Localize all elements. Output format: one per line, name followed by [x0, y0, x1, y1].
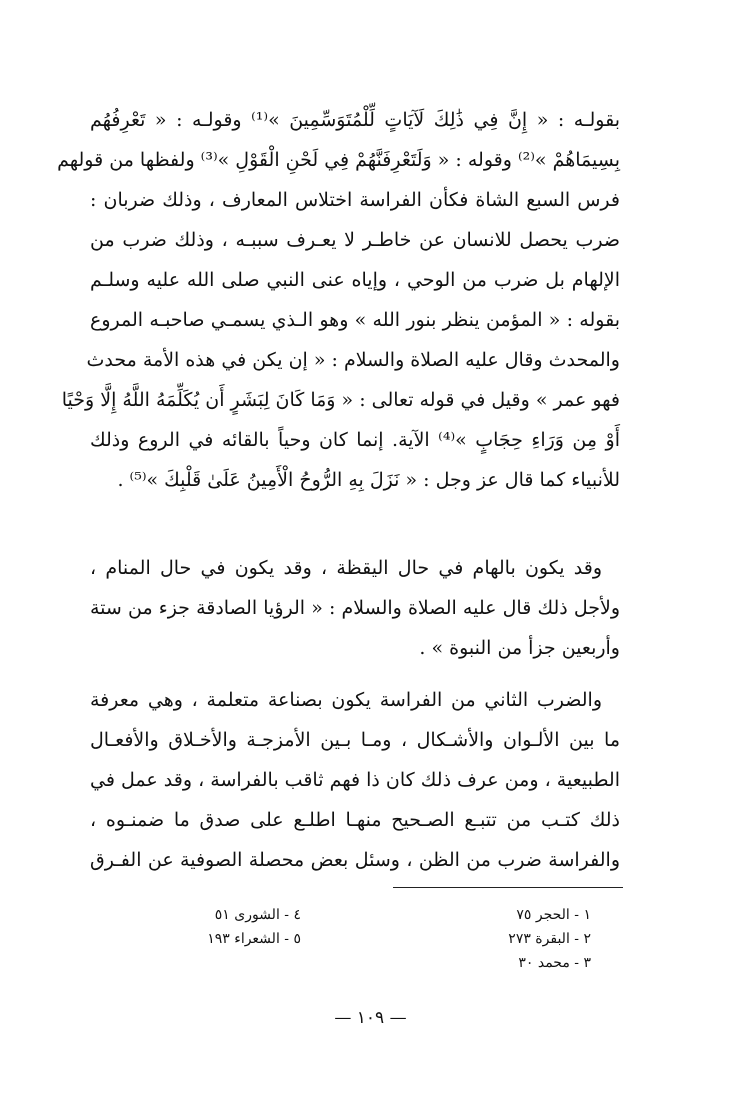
text-line: الإلهام بل ضرب من الوحي ، وإياه عنى النبي صلى الله عليه وسلـم — [90, 269, 620, 291]
text-line: والضرب الثاني من الفراسة يكون بصناعة متعلمة ، وهي معرفة — [90, 689, 602, 711]
text-line: أَوْ مِن وَرَاءِ حِجَابٍ »⁽⁴⁾ الآية. إنما كان وحياً بالقائه في الروع وذلك — [90, 429, 620, 451]
text-line: فهو عمر » وقيل في قوله تعالى : « وَمَا كَانَ لِبَشَرٍ أَن يُكَلِّمَهُ اللَّهُ إِلَّا وَحْيًا — [61, 389, 620, 411]
text-line: وأربعين جزأ من النبوة » . — [419, 637, 620, 659]
page-number: — ١٠٩ — — [334, 1008, 407, 1028]
footnote-divider — [393, 887, 623, 888]
text-line: بِسِيمَاهُمْ »⁽²⁾ وقوله : « وَلَتَعْرِفَنَّهُمْ فِي لَحْنِ الْقَوْلِ »⁽³⁾ ولفظها من قولهم — [57, 149, 620, 171]
footnote-5: ٥ - الشعراء ١٩٣ — [207, 931, 301, 947]
footnote-2: ٢ - البقرة ٢٧٣ — [508, 931, 591, 947]
text-line: الطبيعية ، ومن عرف ذلك كان ذا فهم ثاقب بالفراسة ، وقد عمل في — [90, 769, 620, 791]
paragraph-3 — [90, 680, 620, 880]
text-line: والفراسة ضرب من الظن ، وسئل بعض محصلة الصوفية عن الفـرق — [90, 849, 620, 871]
text-line: والمحدث وقال عليه الصلاة والسلام : « إن يكن في هذه الأمة محدث — [86, 349, 620, 371]
footnote-3: ٣ - محمد ٣٠ — [518, 955, 591, 971]
text-line: ضرب يحصل للانسان عن خاطـر لا يعـرف سببـه ، وذلك ضرب من — [90, 229, 620, 251]
text-line: ما بين الألـوان والأشـكال ، ومـا بـين الأمزجـة والأخـلاق والأفعـال — [90, 729, 620, 751]
text-line: ولأجل ذلك قال عليه الصلاة والسلام : « الرؤيا الصادقة جزء من ستة — [90, 597, 620, 619]
footnote-4: ٤ - الشورى ٥١ — [214, 907, 301, 923]
text-line: فرس السبع الشاة فكأن الفراسة اختلاس المعارف ، وذلك ضربان : — [90, 189, 620, 211]
text-line: بقولـه : « إِنَّ فِي ذَٰلِكَ لَآيَاتٍ لِّلْمُتَوَسِّمِينَ »⁽¹⁾ وقولـه : « تَعْرِفُهُم — [90, 109, 620, 131]
text-line: ذلك كتـب من تتبـع الصـحيح منهـا اطلـع على صدق ما ضمنـوه ، — [90, 809, 620, 831]
footnote-1: ١ - الحجر ٧٥ — [516, 907, 591, 923]
text-line: بقوله : « المؤمن ينظر بنور الله » وهو الـذي يسمـي صاحبـه المروع — [90, 309, 620, 331]
text-line: وقد يكون بالهام في حال اليقظة ، وقد يكون في حال المنام ، — [90, 557, 602, 579]
paragraph-1 — [57, 100, 620, 500]
text-line: للأنبياء كما قال عز وجل : « نَزَلَ بِهِ الرُّوحُ الْأَمِينُ عَلَىٰ قَلْبِكَ »⁽⁵⁾ . — [117, 469, 620, 491]
paragraph-2 — [90, 548, 620, 668]
